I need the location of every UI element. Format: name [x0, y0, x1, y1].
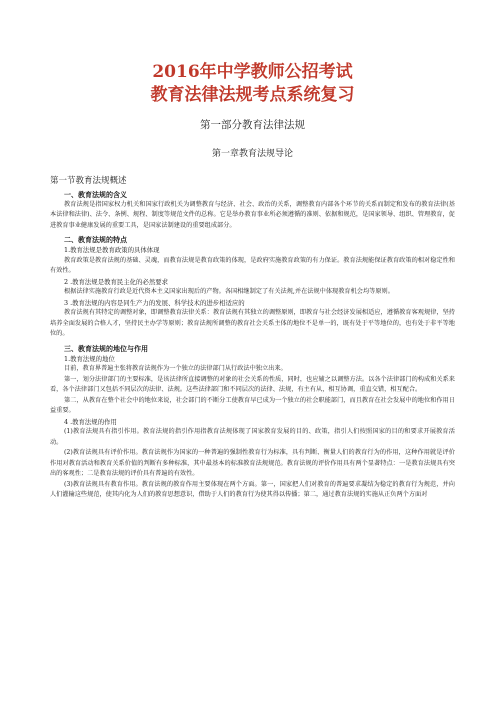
- subheading: 4 .教育法规的作用: [64, 417, 117, 426]
- paragraph: 教育法规是指国家权力机关和国家行政机关为调整教育与经济、社会、政治的关系，调整教育内部各个环节的关系而制定和发布的教育法律(基本法律和法律)、法令、条例、规程、制度等规范文件的总称。它是举办教育事业所必须遵循的准则、依据和规范，是国家领导、组织、管理教育，促进教育事业健康发展的重要工具，是国家法制建设的重要组成部分。: [50, 200, 455, 229]
- paragraph: 教育法规有其特定的调整对象，即调整教育法律关系：教育法规有其独立的调整原则，即教育与社会经济发展相适应，遵循教育客观规律，坚持培养全面发展的合格人才，坚持民主办学等原则；教育法规所调整的教育社会关系主体的地位不是单一的，既有处于平等地位的，也有处于非平等地位的。: [50, 309, 455, 338]
- subheading: 3 .教育法规的内容是同生产力的发展、科学技术的进步相适应的: [64, 298, 245, 307]
- section-title: 第一节教育法规概述: [50, 175, 127, 186]
- paragraph: 根据法律实施教育行政是近代资本主义国家出现后的产物。各国相继制定了有关法规,并在法规中体现教育机会均等原则。: [64, 288, 394, 296]
- subheading: 1.教育法规的地位: [64, 354, 115, 363]
- paragraph: (3)教育法规具有教育作用。教育法规的教育作用主要体现在两个方面。第一，国家把人们对教育的普遍要求凝结为稳定的教育行为规范，并向人们灌输这些规范，使其内化为人们的教育思想意识，借助于人们的教育行为使其得以传播；第二，通过教育法规的实施从正负两个方面对: [50, 480, 455, 499]
- document-title-line2: 教育法律法规考点系统复习: [150, 85, 355, 106]
- paragraph: 教育政策是教育法规的基础、灵魂，而教育法规是教育政策的体现，是政府实施教育政策的有力保证。教育法规能保证教育政策的相对稳定性和有效性。: [50, 256, 455, 275]
- part-title: 第一部分教育法律法规: [200, 118, 305, 131]
- paragraph: 第二，从教育在整个社会中的地位来说，社会部门的不断分工使教育早已成为一个独立的社会职能部门，而且教育在社会发展中的地位和作用日益重要。: [50, 396, 455, 415]
- heading-characteristics: 二、教育法规的特点: [64, 235, 127, 245]
- paragraph: 第一，划分法律部门的主要标准，是该法律所直接调整的对象的社会关系的性质，同时，也应辅之以调整方法。以各个法律部门的构成和关系来看，各个法律部门又包括不同层次的法律、法规。这些法律部门和不同层次的法律、法规，有主有从，相互协调，重直交错，相互配合。: [50, 375, 455, 394]
- subheading: 2 .教育法规是教育民主化的必然要求: [64, 277, 168, 286]
- chapter-title: 第一章教育法规导论: [211, 148, 293, 159]
- heading-status-role: 三、教育法规的地位与作用: [64, 343, 148, 353]
- subheading: 1.教育法规是教育政策的具体体现: [64, 246, 160, 255]
- paragraph: (1)教育法规具有指引作用。教育法规的指引作用指教育法规体现了国家教育发展的目的、政策，指引人们按照国家的目的和要求开展教育活动。: [50, 428, 455, 446]
- paragraph: (2)教育法规具有评价作用。教育法规作为国家的一种普遍的强制性教育行为标准，具有判断、衡量人们的教育行为的作用，这种作用就是评价作用对教育活动和教育关系价值的判断有多种标准，其中最基本的标准教育法规规范。教育法规的评价作用具有两个显著特点：一是教育法规具有突出的客观性；二是教育法规的评价具有普遍的有效性。: [50, 449, 455, 478]
- paragraph: 目前，教育界普遍主张将教育法规作为一个独立的法律部门从行政法中独立出来。: [64, 365, 287, 373]
- document-title-line1: 2016年中学教师公招考试: [152, 62, 353, 82]
- heading-definition: 一、教育法规的含义: [64, 189, 127, 199]
